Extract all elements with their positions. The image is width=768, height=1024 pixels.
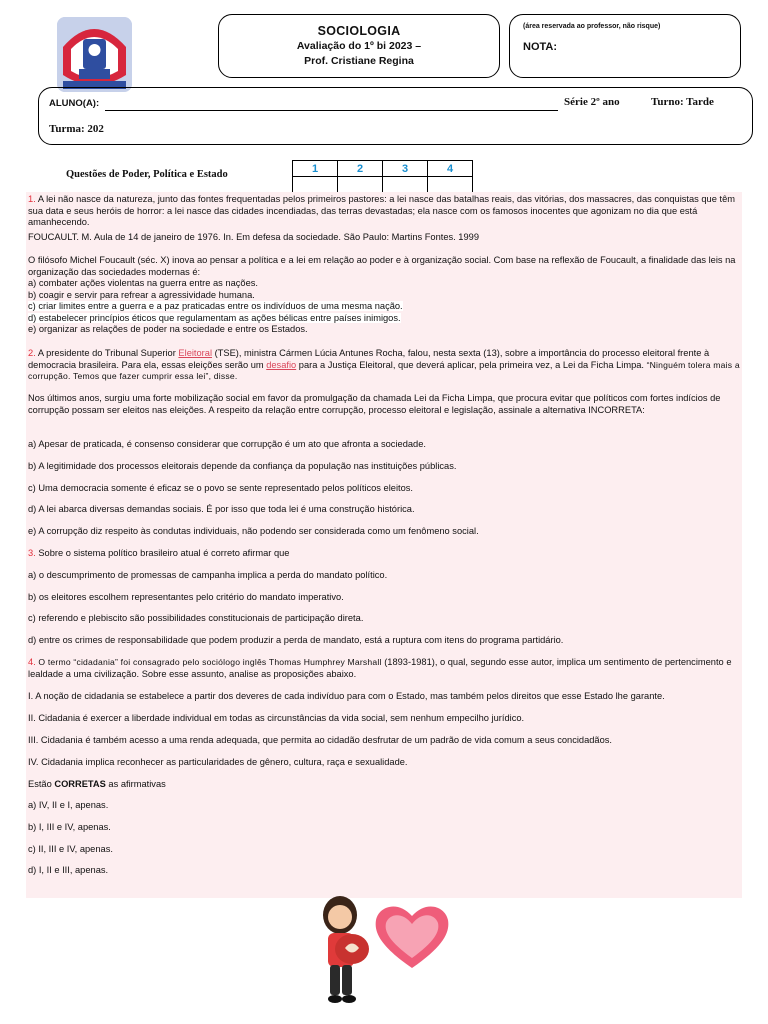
heart-sticker-icon (374, 902, 450, 975)
answer-grid-number: 4 (428, 161, 473, 177)
answer-cell[interactable] (383, 177, 428, 193)
q1-option-c: c) criar limites entre a guerra e a paz praticadas entre os indivíduos de uma mesma nação. (28, 301, 403, 311)
q2-stem: Nos últimos anos, surgiu uma forte mobilização social em favor da promulgação da chamada Lei da Ficha Limpa, que procura evitar que políticos com fortes indícios de corrupção possam ser eleitos nas eleições. A respeito da relação entre corrupção, processo eleitoral e legislação, assinale a alternativa INCORRETA: (28, 393, 721, 415)
girl-sticker-icon (308, 893, 380, 1016)
q1-option-a: a) combater ações violentas na guerra entre as nações. (28, 278, 258, 288)
q3-option-a: a) o descumprimento de promessas de campanha implica a perda do mandato político. (28, 570, 388, 580)
q4-question: Estão CORRETAS as afirmativas (28, 779, 166, 789)
q3-option-d: d) entre os crimes de responsabilidade que podem produzir a perda de mandato, está a ruptura com itens do programa partidário. (28, 635, 564, 645)
answer-grid-number: 1 (293, 161, 338, 177)
student-info-box (38, 87, 753, 145)
answer-grid-number: 2 (338, 161, 383, 177)
q3-option-b: b) os eleitores escolhem representantes pelo critério do mandato imperativo. (28, 592, 344, 602)
q2-option-d: d) A lei abarca diversas demandas sociais. É por isso que toda lei é uma construção histórica. (28, 504, 415, 514)
q2-option-b: b) A legitimidade dos processos eleitorais depende da confiança da população nas instituições públicas. (28, 461, 457, 471)
q1-option-d: d) estabelecer princípios éticos que regulamentam as ações bélicas entre países inimigos. (28, 312, 401, 323)
q3-option-c: c) referendo e plebiscito são possibilidades constitucionais de participação direta. (28, 613, 364, 623)
title-box (218, 14, 500, 78)
page-title: SOCIOLOGIA (317, 24, 401, 38)
q3-number: 3. (28, 548, 36, 558)
link-desafio[interactable]: desafio (266, 359, 297, 370)
q4-number: 4. (28, 657, 36, 667)
q2-text: 2. A presidente do Tribunal Superior Eleitoral (TSE), ministra Cármen Lúcia Antunes Rocha, falou, nesta sexta (13), sobre a importância do processo eleitoral frente à democracia brasileira. Para ela, essas eleições serão um desafio para a Justiça Eleitoral, que deverá aplicar, pela primeira vez, a Lei da Ficha Limpa. “Ninguém tolera mais a corrupção. Temos que fazer cumprir essa lei”, disse. (28, 348, 740, 381)
q4-option-d: d) I, II e III, apenas. (28, 865, 109, 875)
q1-text: 1. A lei não nasce da natureza, junto das fontes frequentadas pelos primeiros pastores: a lei nasce das batalhas reais, das vitórias, dos massacres, das conquistas que têm sua data e seus heróis de horror: a lei nasce das cidades incendiadas, das terras devastadas; ela nasce com os famosos inocentes que agonizam no dia que está amanhecendo. (28, 194, 735, 227)
answer-cell[interactable] (428, 177, 473, 193)
q4-prop-iv: IV. Cidadania implica reconhecer as particularidades de gênero, cultura, raça e sexualidade. (28, 757, 408, 767)
teacher-area-note: (área reservada ao professor, não risque) (523, 23, 661, 30)
q1-option-b: b) coagir e servir para refrear a agressividade humana. (28, 289, 255, 300)
answer-grid-number: 3 (383, 161, 428, 177)
q1-option-e: e) organizar as relações de poder na sociedade e entre os Estados. (28, 324, 308, 334)
shift: Turno: Tarde (651, 96, 714, 108)
school-logo-icon (57, 17, 132, 92)
q4-option-c: c) II, III e IV, apenas. (28, 844, 113, 854)
q4-option-a: a) IV, II e I, apenas. (28, 800, 109, 810)
questions-area (26, 192, 742, 898)
section-heading: Questões de Poder, Política e Estado (66, 169, 228, 180)
class-label: Turma: 202 (49, 123, 104, 135)
link-eleitoral[interactable]: Eleitoral (178, 348, 213, 358)
q1-source: FOUCAULT. M. Aula de 14 de janeiro de 1976. In. Em defesa da sociedade. São Paulo: Martins Fontes. 1999 (28, 232, 479, 242)
q3-text: 3. Sobre o sistema político brasileiro atual é correto afirmar que (28, 548, 290, 558)
q4-text: 4. O termo “cidadania” foi consagrado pelo sociólogo inglês Thomas Humphrey Marshall (1893-1981), o qual, segundo esse autor, implica um sentimento de pertencimento e lealdade a uma civilização. Sobre esse assunto, analise as proposições abaixo. (28, 657, 732, 679)
q4-option-b: b) I, III e IV, apenas. (28, 822, 111, 832)
q4-prop-ii: II. Cidadania é exercer a liberdade individual em todas as circunstâncias da vida social, sem nenhum empecilho jurídico. (28, 713, 525, 723)
student-name-field[interactable] (105, 110, 558, 111)
answer-cell[interactable] (293, 177, 338, 193)
q1-number: 1. (28, 194, 36, 204)
q2-option-a: a) Apesar de praticada, é consenso considerar que corrupção é um ato que afronta a sociedade. (28, 439, 426, 449)
student-name-label: ALUNO(A): (49, 98, 100, 109)
q2-option-e: e) A corrupção diz respeito às condutas individuais, não podendo ser considerada como um fenômeno social. (28, 526, 479, 536)
q4-prop-i: I. A noção de cidadania se estabelece a partir dos deveres de cada indivíduo para com o Estado, mas também pelos direitos que esse Estado lhe garante. (28, 691, 665, 701)
answer-cell[interactable] (338, 177, 383, 193)
q2-option-c: c) Uma democracia somente é eficaz se o povo se sente representado pelos políticos eleitos. (28, 483, 413, 493)
q1-stem: O filósofo Michel Foucault (séc. X) inova ao pensar a política e a lei em relação ao poder e à organização social. Com base na reflexão de Foucault, a finalidade das leis na organização das sociedades modernas é: (28, 255, 736, 277)
grade-box (509, 14, 741, 78)
answer-grid (292, 160, 473, 193)
teacher-name: Prof. Cristiane Regina (304, 55, 414, 67)
q2-number: 2. (28, 348, 36, 358)
grade-year: Série 2º ano (564, 96, 620, 108)
exam-subtitle: Avaliação do 1º bi 2023 – (296, 40, 422, 52)
q4-prop-iii: III. Cidadania é também acesso a uma renda adequada, que permita ao cidadão desfrutar de um padrão de vida comum a seus concidadãos. (28, 735, 612, 745)
grade-label: NOTA: (523, 41, 558, 53)
